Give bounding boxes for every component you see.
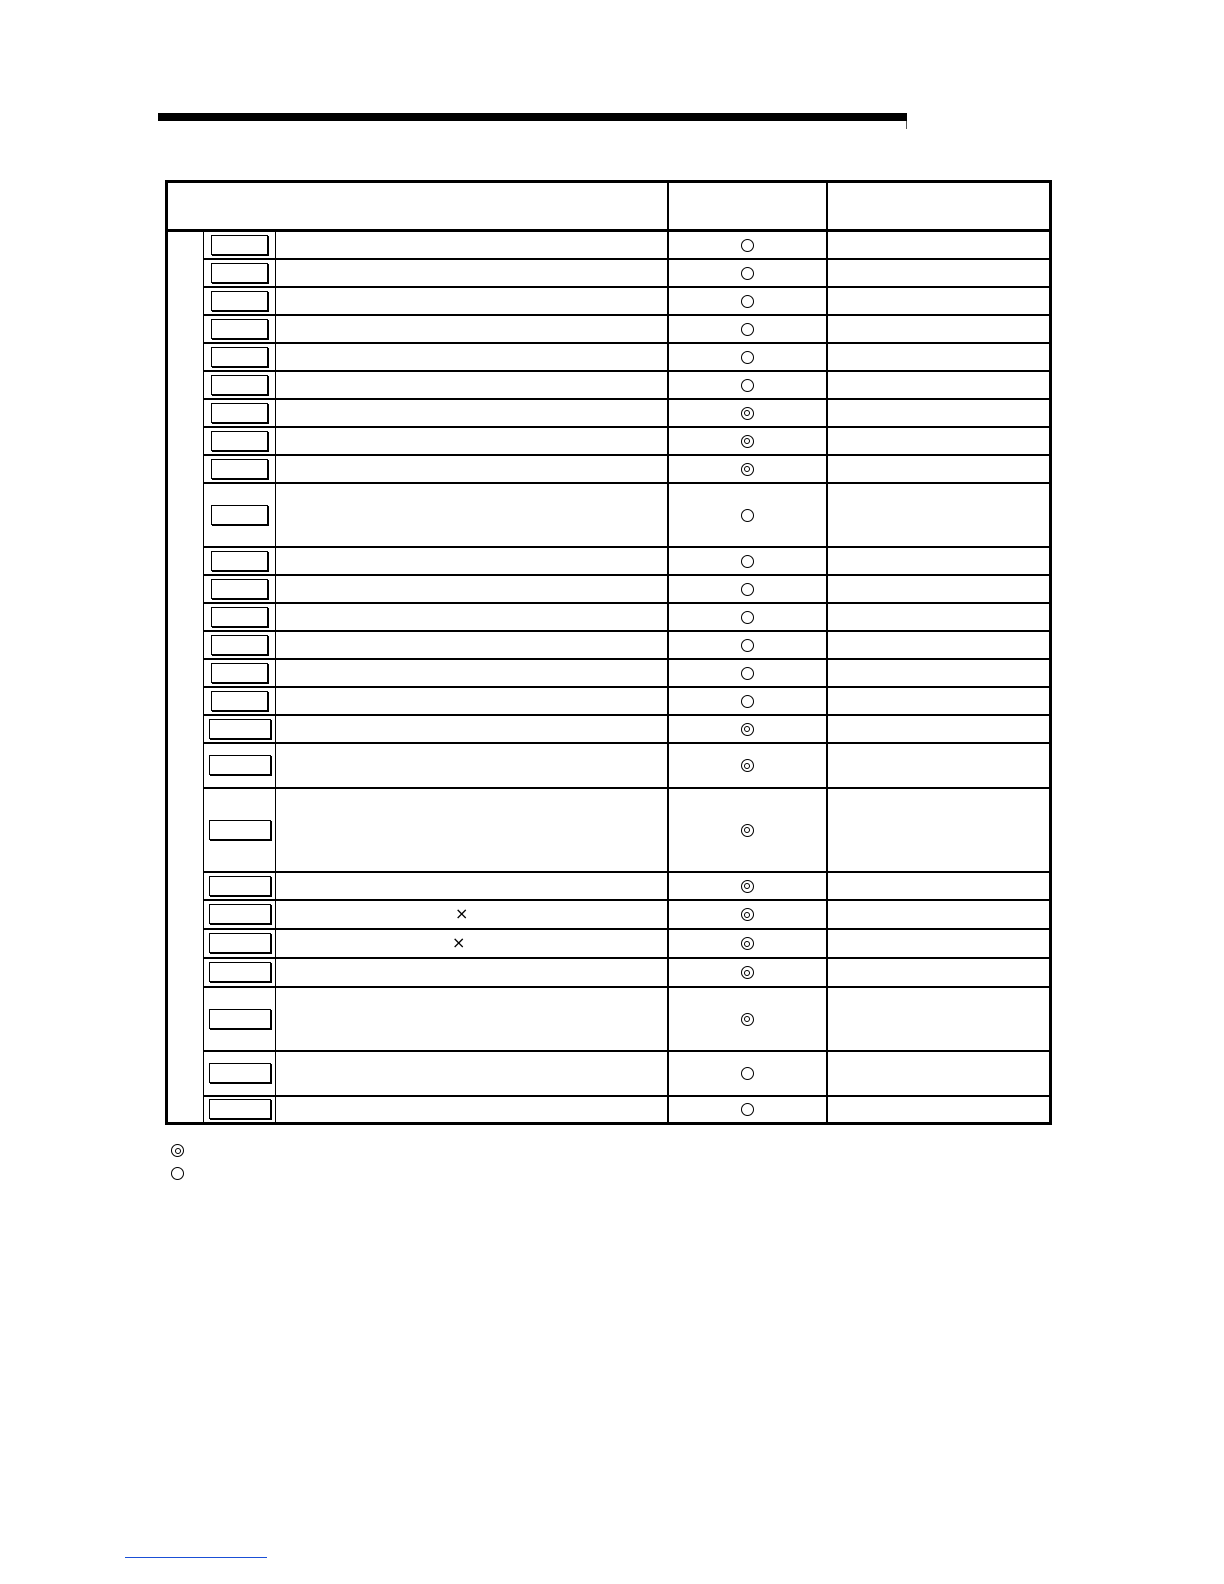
symbol-cell bbox=[668, 343, 827, 371]
table-row bbox=[167, 455, 1051, 483]
symbol-cell bbox=[668, 872, 827, 900]
circle-icon bbox=[741, 1103, 754, 1116]
remarks-cell bbox=[827, 872, 1051, 900]
symbol-cell bbox=[668, 603, 827, 631]
double-circle-icon bbox=[171, 1144, 184, 1157]
key-cell bbox=[204, 788, 276, 872]
table-row bbox=[167, 715, 1051, 743]
remarks-cell bbox=[827, 687, 1051, 715]
key-cell bbox=[204, 631, 276, 659]
header-item bbox=[167, 182, 668, 231]
key-cell bbox=[204, 900, 276, 929]
remarks-cell bbox=[827, 987, 1051, 1051]
description-cell bbox=[276, 455, 668, 483]
header-rule bbox=[158, 113, 907, 121]
circle-icon bbox=[741, 351, 754, 364]
spec-table bbox=[165, 180, 1052, 1125]
remarks-cell bbox=[827, 231, 1051, 259]
key-box bbox=[211, 375, 268, 395]
remarks-cell bbox=[827, 483, 1051, 547]
table-row bbox=[167, 315, 1051, 343]
key-box bbox=[209, 755, 271, 775]
double-circle-icon bbox=[741, 1013, 754, 1026]
footer-link-rule bbox=[125, 1557, 267, 1558]
key-box bbox=[211, 263, 268, 283]
remarks-cell bbox=[827, 259, 1051, 287]
table-row bbox=[167, 287, 1051, 315]
key-cell bbox=[204, 371, 276, 399]
double-circle-icon bbox=[741, 435, 754, 448]
description-cell bbox=[276, 427, 668, 455]
symbol-cell bbox=[668, 1051, 827, 1096]
key-cell bbox=[204, 929, 276, 958]
key-cell bbox=[204, 427, 276, 455]
key-cell bbox=[204, 455, 276, 483]
table-row bbox=[167, 929, 1051, 958]
key-box bbox=[211, 403, 268, 423]
circle-icon bbox=[741, 323, 754, 336]
key-box bbox=[211, 319, 268, 339]
remarks-cell bbox=[827, 715, 1051, 743]
key-box bbox=[211, 607, 268, 627]
table-row bbox=[167, 659, 1051, 687]
key-box bbox=[209, 719, 271, 739]
symbol-cell bbox=[668, 455, 827, 483]
key-cell bbox=[204, 483, 276, 547]
table-row bbox=[167, 687, 1051, 715]
key-cell bbox=[204, 687, 276, 715]
key-cell bbox=[204, 603, 276, 631]
symbol-cell bbox=[668, 715, 827, 743]
remarks-cell bbox=[827, 575, 1051, 603]
remarks-cell bbox=[827, 603, 1051, 631]
description-cell bbox=[276, 987, 668, 1051]
key-box bbox=[209, 1009, 271, 1029]
remarks-cell bbox=[827, 743, 1051, 788]
table-row bbox=[167, 631, 1051, 659]
symbol-cell bbox=[668, 687, 827, 715]
symbol-cell bbox=[668, 231, 827, 259]
key-cell bbox=[204, 715, 276, 743]
table-row bbox=[167, 575, 1051, 603]
key-box bbox=[211, 635, 268, 655]
key-cell bbox=[204, 958, 276, 987]
description-cell bbox=[276, 603, 668, 631]
double-circle-icon bbox=[741, 937, 754, 950]
description-cell bbox=[276, 958, 668, 987]
table-row bbox=[167, 987, 1051, 1051]
description-cell bbox=[276, 631, 668, 659]
table-row bbox=[167, 900, 1051, 929]
remarks-cell bbox=[827, 788, 1051, 872]
circle-icon bbox=[741, 583, 754, 596]
double-circle-icon bbox=[741, 824, 754, 837]
table-row bbox=[167, 1051, 1051, 1096]
table-row bbox=[167, 603, 1051, 631]
remarks-cell bbox=[827, 929, 1051, 958]
circle-icon bbox=[741, 295, 754, 308]
key-box bbox=[211, 663, 268, 683]
key-cell bbox=[204, 231, 276, 259]
table-row bbox=[167, 788, 1051, 872]
key-box bbox=[209, 820, 271, 840]
key-box bbox=[211, 691, 268, 711]
key-cell bbox=[204, 659, 276, 687]
header-remarks bbox=[827, 182, 1051, 231]
legend-item bbox=[171, 1142, 184, 1160]
key-box bbox=[209, 1063, 271, 1083]
times-glyph: × bbox=[452, 933, 466, 952]
table-row bbox=[167, 371, 1051, 399]
description-cell bbox=[276, 315, 668, 343]
table-row bbox=[167, 231, 1051, 259]
symbol-cell bbox=[668, 929, 827, 958]
key-cell bbox=[204, 547, 276, 575]
double-circle-icon bbox=[741, 407, 754, 420]
symbol-cell bbox=[668, 958, 827, 987]
key-box bbox=[209, 876, 271, 896]
remarks-cell bbox=[827, 455, 1051, 483]
description-cell bbox=[276, 788, 668, 872]
symbol-cell bbox=[668, 287, 827, 315]
header-rule-tick bbox=[906, 121, 907, 129]
remarks-cell bbox=[827, 287, 1051, 315]
remarks-cell bbox=[827, 371, 1051, 399]
symbol-cell bbox=[668, 547, 827, 575]
key-box bbox=[209, 904, 271, 924]
remarks-cell bbox=[827, 427, 1051, 455]
description-cell bbox=[276, 259, 668, 287]
remarks-cell bbox=[827, 659, 1051, 687]
double-circle-icon bbox=[741, 759, 754, 772]
key-cell bbox=[204, 287, 276, 315]
description-cell bbox=[276, 687, 668, 715]
description-cell bbox=[276, 399, 668, 427]
key-box bbox=[211, 347, 268, 367]
circle-icon bbox=[741, 555, 754, 568]
symbol-cell bbox=[668, 483, 827, 547]
remarks-cell bbox=[827, 631, 1051, 659]
remarks-cell bbox=[827, 1051, 1051, 1096]
table-row bbox=[167, 1096, 1051, 1124]
description-cell bbox=[276, 872, 668, 900]
table-row bbox=[167, 872, 1051, 900]
key-box bbox=[209, 1099, 271, 1119]
circle-icon bbox=[741, 667, 754, 680]
description-cell bbox=[276, 929, 668, 958]
key-cell bbox=[204, 1096, 276, 1124]
remarks-cell bbox=[827, 1096, 1051, 1124]
key-cell bbox=[204, 259, 276, 287]
circle-icon bbox=[741, 639, 754, 652]
key-box bbox=[211, 459, 268, 479]
key-box bbox=[211, 291, 268, 311]
double-circle-icon bbox=[741, 908, 754, 921]
remarks-cell bbox=[827, 315, 1051, 343]
description-cell bbox=[276, 715, 668, 743]
description-cell bbox=[276, 343, 668, 371]
symbol-cell bbox=[668, 743, 827, 788]
key-cell bbox=[204, 1051, 276, 1096]
key-cell bbox=[204, 399, 276, 427]
key-box bbox=[209, 933, 271, 953]
symbol-cell bbox=[668, 259, 827, 287]
description-cell bbox=[276, 1051, 668, 1096]
symbol-cell bbox=[668, 371, 827, 399]
circle-icon bbox=[741, 267, 754, 280]
description-cell bbox=[276, 371, 668, 399]
key-box bbox=[211, 579, 268, 599]
circle-icon bbox=[171, 1167, 184, 1180]
group-label-cell bbox=[167, 231, 204, 1124]
circle-icon bbox=[741, 695, 754, 708]
double-circle-icon bbox=[741, 880, 754, 893]
table-row bbox=[167, 427, 1051, 455]
key-box bbox=[209, 962, 271, 982]
remarks-cell bbox=[827, 343, 1051, 371]
symbol-cell bbox=[668, 900, 827, 929]
symbol-cell bbox=[668, 987, 827, 1051]
key-box bbox=[211, 235, 268, 255]
table-header-row bbox=[167, 182, 1051, 231]
description-cell bbox=[276, 287, 668, 315]
circle-icon bbox=[741, 379, 754, 392]
circle-icon bbox=[741, 509, 754, 522]
description-cell bbox=[276, 900, 668, 929]
table-row bbox=[167, 958, 1051, 987]
symbol-cell bbox=[668, 575, 827, 603]
remarks-cell bbox=[827, 547, 1051, 575]
symbol-cell bbox=[668, 315, 827, 343]
symbol-cell bbox=[668, 1096, 827, 1124]
header-symbol bbox=[668, 182, 827, 231]
key-box bbox=[211, 505, 268, 525]
table-row bbox=[167, 743, 1051, 788]
symbol-cell bbox=[668, 631, 827, 659]
table-row bbox=[167, 259, 1051, 287]
table-body bbox=[167, 231, 1051, 1124]
table-row bbox=[167, 343, 1051, 371]
description-cell bbox=[276, 575, 668, 603]
description-cell bbox=[276, 659, 668, 687]
times-glyph: × bbox=[455, 904, 469, 923]
circle-icon bbox=[741, 239, 754, 252]
description-cell bbox=[276, 231, 668, 259]
legend-item bbox=[171, 1165, 184, 1183]
symbol-cell bbox=[668, 788, 827, 872]
description-cell bbox=[276, 547, 668, 575]
description-cell bbox=[276, 1096, 668, 1124]
double-circle-icon bbox=[741, 966, 754, 979]
key-cell bbox=[204, 987, 276, 1051]
circle-icon bbox=[741, 611, 754, 624]
table-row bbox=[167, 483, 1051, 547]
symbol-cell bbox=[668, 427, 827, 455]
key-cell bbox=[204, 872, 276, 900]
double-circle-icon bbox=[741, 723, 754, 736]
key-box bbox=[211, 551, 268, 571]
remarks-cell bbox=[827, 900, 1051, 929]
key-cell bbox=[204, 575, 276, 603]
double-circle-icon bbox=[741, 463, 754, 476]
key-cell bbox=[204, 743, 276, 788]
description-cell bbox=[276, 483, 668, 547]
table-row bbox=[167, 547, 1051, 575]
symbol-cell bbox=[668, 399, 827, 427]
circle-icon bbox=[741, 1067, 754, 1080]
symbol-cell bbox=[668, 659, 827, 687]
remarks-cell bbox=[827, 399, 1051, 427]
description-cell bbox=[276, 743, 668, 788]
table-row bbox=[167, 399, 1051, 427]
key-cell bbox=[204, 343, 276, 371]
key-cell bbox=[204, 315, 276, 343]
remarks-cell bbox=[827, 958, 1051, 987]
key-box bbox=[211, 431, 268, 451]
